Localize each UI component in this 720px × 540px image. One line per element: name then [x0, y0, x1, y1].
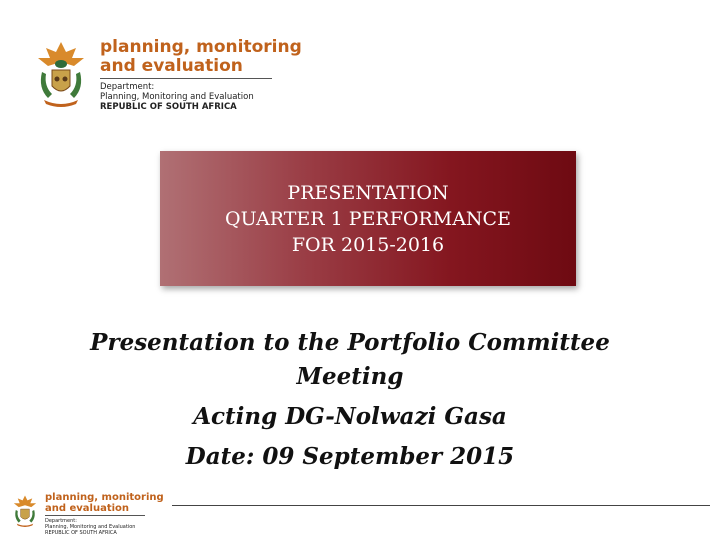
title-line1: PRESENTATION — [287, 181, 449, 204]
footer-dept-line2: Planning, Monitoring and Evaluation — [45, 524, 136, 530]
title-line2: QUARTER 1 PERFORMANCE — [225, 207, 511, 230]
logo-brand-line2: and evaluation — [100, 56, 243, 76]
dpme-logo — [30, 38, 302, 112]
footer-dept-line1: Department: — [45, 518, 77, 524]
logo-dept-line1: Department: — [100, 82, 155, 92]
subtitle-date: Date: 09 September 2015 — [185, 443, 515, 470]
footer-divider — [172, 505, 710, 506]
logo-dept-line2: Planning, Monitoring and Evaluation — [100, 92, 254, 102]
footer-logo-divider — [45, 515, 145, 516]
coat-of-arms-icon — [30, 38, 92, 110]
logo-divider — [100, 78, 272, 79]
footer-logo — [10, 492, 164, 536]
footer-brand-line1: planning, monitoring — [45, 492, 164, 503]
logo-dept-line3: REPUBLIC OF SOUTH AFRICA — [100, 102, 237, 112]
footer-brand-line2: and evaluation — [45, 503, 130, 514]
subtitle-line2: Meeting — [296, 363, 404, 390]
coat-of-arms-small-icon — [10, 492, 40, 530]
title-line3: FOR 2015-2016 — [291, 233, 445, 256]
subtitle-line1: Presentation to the Portfolio Committee — [90, 329, 610, 356]
title-box — [160, 151, 576, 286]
logo-brand-line1: planning, monitoring — [100, 37, 302, 57]
footer-dept-line3: REPUBLIC OF SOUTH AFRICA — [45, 530, 117, 536]
subtitle-presenter: Acting DG-Nolwazi Gasa — [193, 403, 507, 430]
